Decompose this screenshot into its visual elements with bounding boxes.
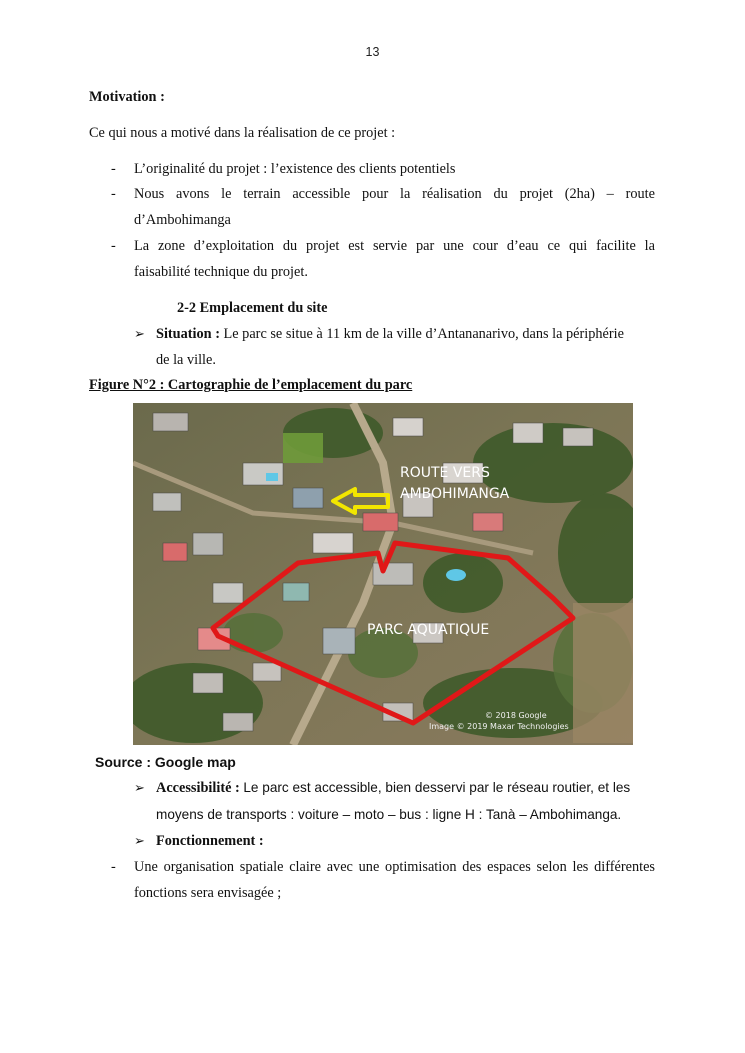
figure-source: Source : Google map — [95, 754, 236, 770]
map-label-route-1: ROUTE VERS — [400, 465, 490, 481]
map-label-parc: PARC AQUATIQUE — [367, 622, 490, 638]
motivation-item-2: Nous avons le terrain accessible pour la réalisation du projet (2ha) – route — [134, 186, 655, 202]
situation-line — [156, 326, 624, 343]
situation-label: Situation : — [156, 326, 220, 342]
arrow-bullet-icon: ➢ — [134, 834, 145, 849]
map-copyright-2: Image © 2019 Maxar Technologies — [429, 722, 569, 731]
accessibility-label: Accessibilité : — [156, 780, 240, 796]
page-number: 13 — [365, 45, 380, 59]
bullet-dash: - — [111, 859, 116, 875]
accessibility-text: Le parc est accessible, bien desservi par le réseau routier, et les — [243, 780, 631, 795]
map-label-route-2: AMBOHIMANGA — [400, 486, 510, 502]
motivation-item-3-cont: faisabilité technique du projet. — [134, 264, 308, 280]
accessibility-line — [156, 780, 630, 797]
fonctionnement-item-1-cont: fonctions sera envisagée ; — [134, 885, 282, 901]
fonctionnement-label: Fonctionnement : — [156, 833, 264, 849]
bullet-dash: - — [111, 238, 116, 254]
bullet-dash: - — [111, 186, 116, 202]
motivation-intro: Ce qui nous a motivé dans la réalisation de ce projet : — [89, 125, 396, 141]
situation-text: Le parc se situe à 11 km de la ville d’Antananarivo, dans la périphérie — [223, 326, 624, 342]
map-copyright-1: © 2018 Google — [485, 711, 547, 720]
motivation-heading: Motivation : — [89, 89, 165, 105]
figure-title: Figure N°2 : Cartographie de l’emplacement du parc — [89, 377, 413, 393]
bullet-dash: - — [111, 161, 116, 177]
fonctionnement-item-1: Une organisation spatiale claire avec une optimisation des espaces selon les différentes — [134, 859, 655, 875]
arrow-bullet-icon: ➢ — [134, 781, 145, 796]
section-heading: 2-2 Emplacement du site — [177, 300, 328, 316]
motivation-item-1: L’originalité du projet : l’existence des clients potentiels — [134, 161, 456, 177]
satellite-map-image — [133, 403, 633, 745]
arrow-bullet-icon: ➢ — [134, 327, 145, 342]
motivation-item-2-cont: d’Ambohimanga — [134, 212, 231, 228]
situation-cont: de la ville. — [156, 352, 216, 368]
motivation-item-3: La zone d’exploitation du projet est servie par une cour d’eau ce qui facilite la — [134, 238, 655, 254]
accessibility-cont: moyens de transports : voiture – moto – bus : ligne H : Tanà – Ambohimanga. — [156, 807, 622, 822]
